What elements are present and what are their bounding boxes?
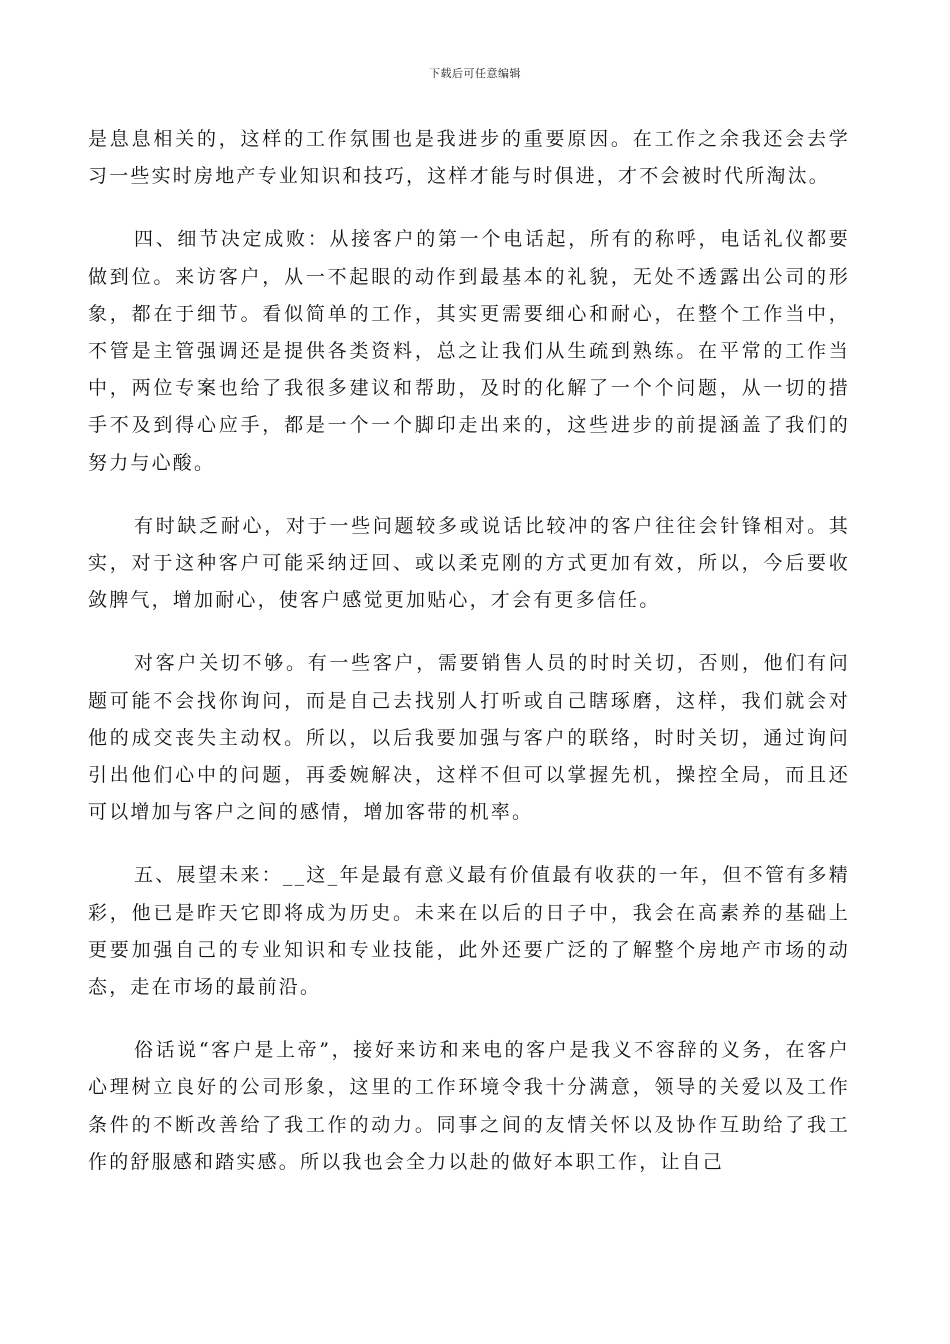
document-body (88, 121, 850, 1181)
paragraph-patience: 有时缺乏耐心，对于一些问题较多或说话比较冲的客户往往会针锋相对。其实，对于这种客户可能采纳迂回、或以柔克刚的方式更加有效，所以，今后要收敛脾气，增加耐心，使客户感觉更加贴心，才会有更多信任。 (88, 514, 850, 612)
paragraph-customer-is-god: 俗话说“客户是上帝”，接好来访和来电的客户是我义不容辞的义务，在客户心理树立良好的公司形象，这里的工作环境令我十分满意，领导的关爱以及工作条件的不断改善给了我工作的动力。同事之间的友情关怀以及协作互助给了我工作的舒服感和踏实感。所以我也会全力以赴的做好本职工作，让自己 (88, 1039, 850, 1173)
paragraph-continuation: 是息息相关的，这样的工作氛围也是我进步的重要原因。在工作之余我还会去学习一些实时房地产专业知识和技巧，这样才能与时俱进，才不会被时代所淘汰。 (88, 128, 850, 188)
page-header: 下载后可任意编辑 (429, 67, 521, 80)
paragraph-customer-care: 对客户关切不够。有一些客户，需要销售人员的时时关切，否则，他们有问题可能不会找你询问，而是自己去找别人打听或自己瞎琢磨，这样，我们就会对他的成交丧失主动权。所以，以后我要加强与客户的联络，时时关切，通过询问引出他们心中的问题，再委婉解决，这样不但可以掌握先机，操控全局，而且还可以增加与客户之间的感情，增加客带的机率。 (88, 652, 850, 824)
paragraph-section-five: 五、展望未来：__这_年是最有意义最有价值最有收获的一年，但不管有多精彩，他已是昨天它即将成为历史。未来在以后的日子中，我会在高素养的基础上更要加强自己的专业知识和专业技能，此外还要广泛的了解整个房地产市场的动态，走在市场的最前沿。 (88, 864, 850, 999)
paragraph-section-four: 四、细节决定成败：从接客户的第一个电话起，所有的称呼，电话礼仪都要做到位。来访客户，从一不起眼的动作到最基本的礼貌，无处不透露出公司的形象，都在于细节。看似简单的工作，其实更需要细心和耐心，在整个工作当中，不管是主管强调还是提供各类资料，总之让我们从生疏到熟练。在平常的工作当中，两位专案也给了我很多建议和帮助，及时的化解了一个个问题，从一切的措手不及到得心应手，都是一个一个脚印走出来的，这些进步的前提涵盖了我们的努力与心酸。 (88, 228, 850, 474)
